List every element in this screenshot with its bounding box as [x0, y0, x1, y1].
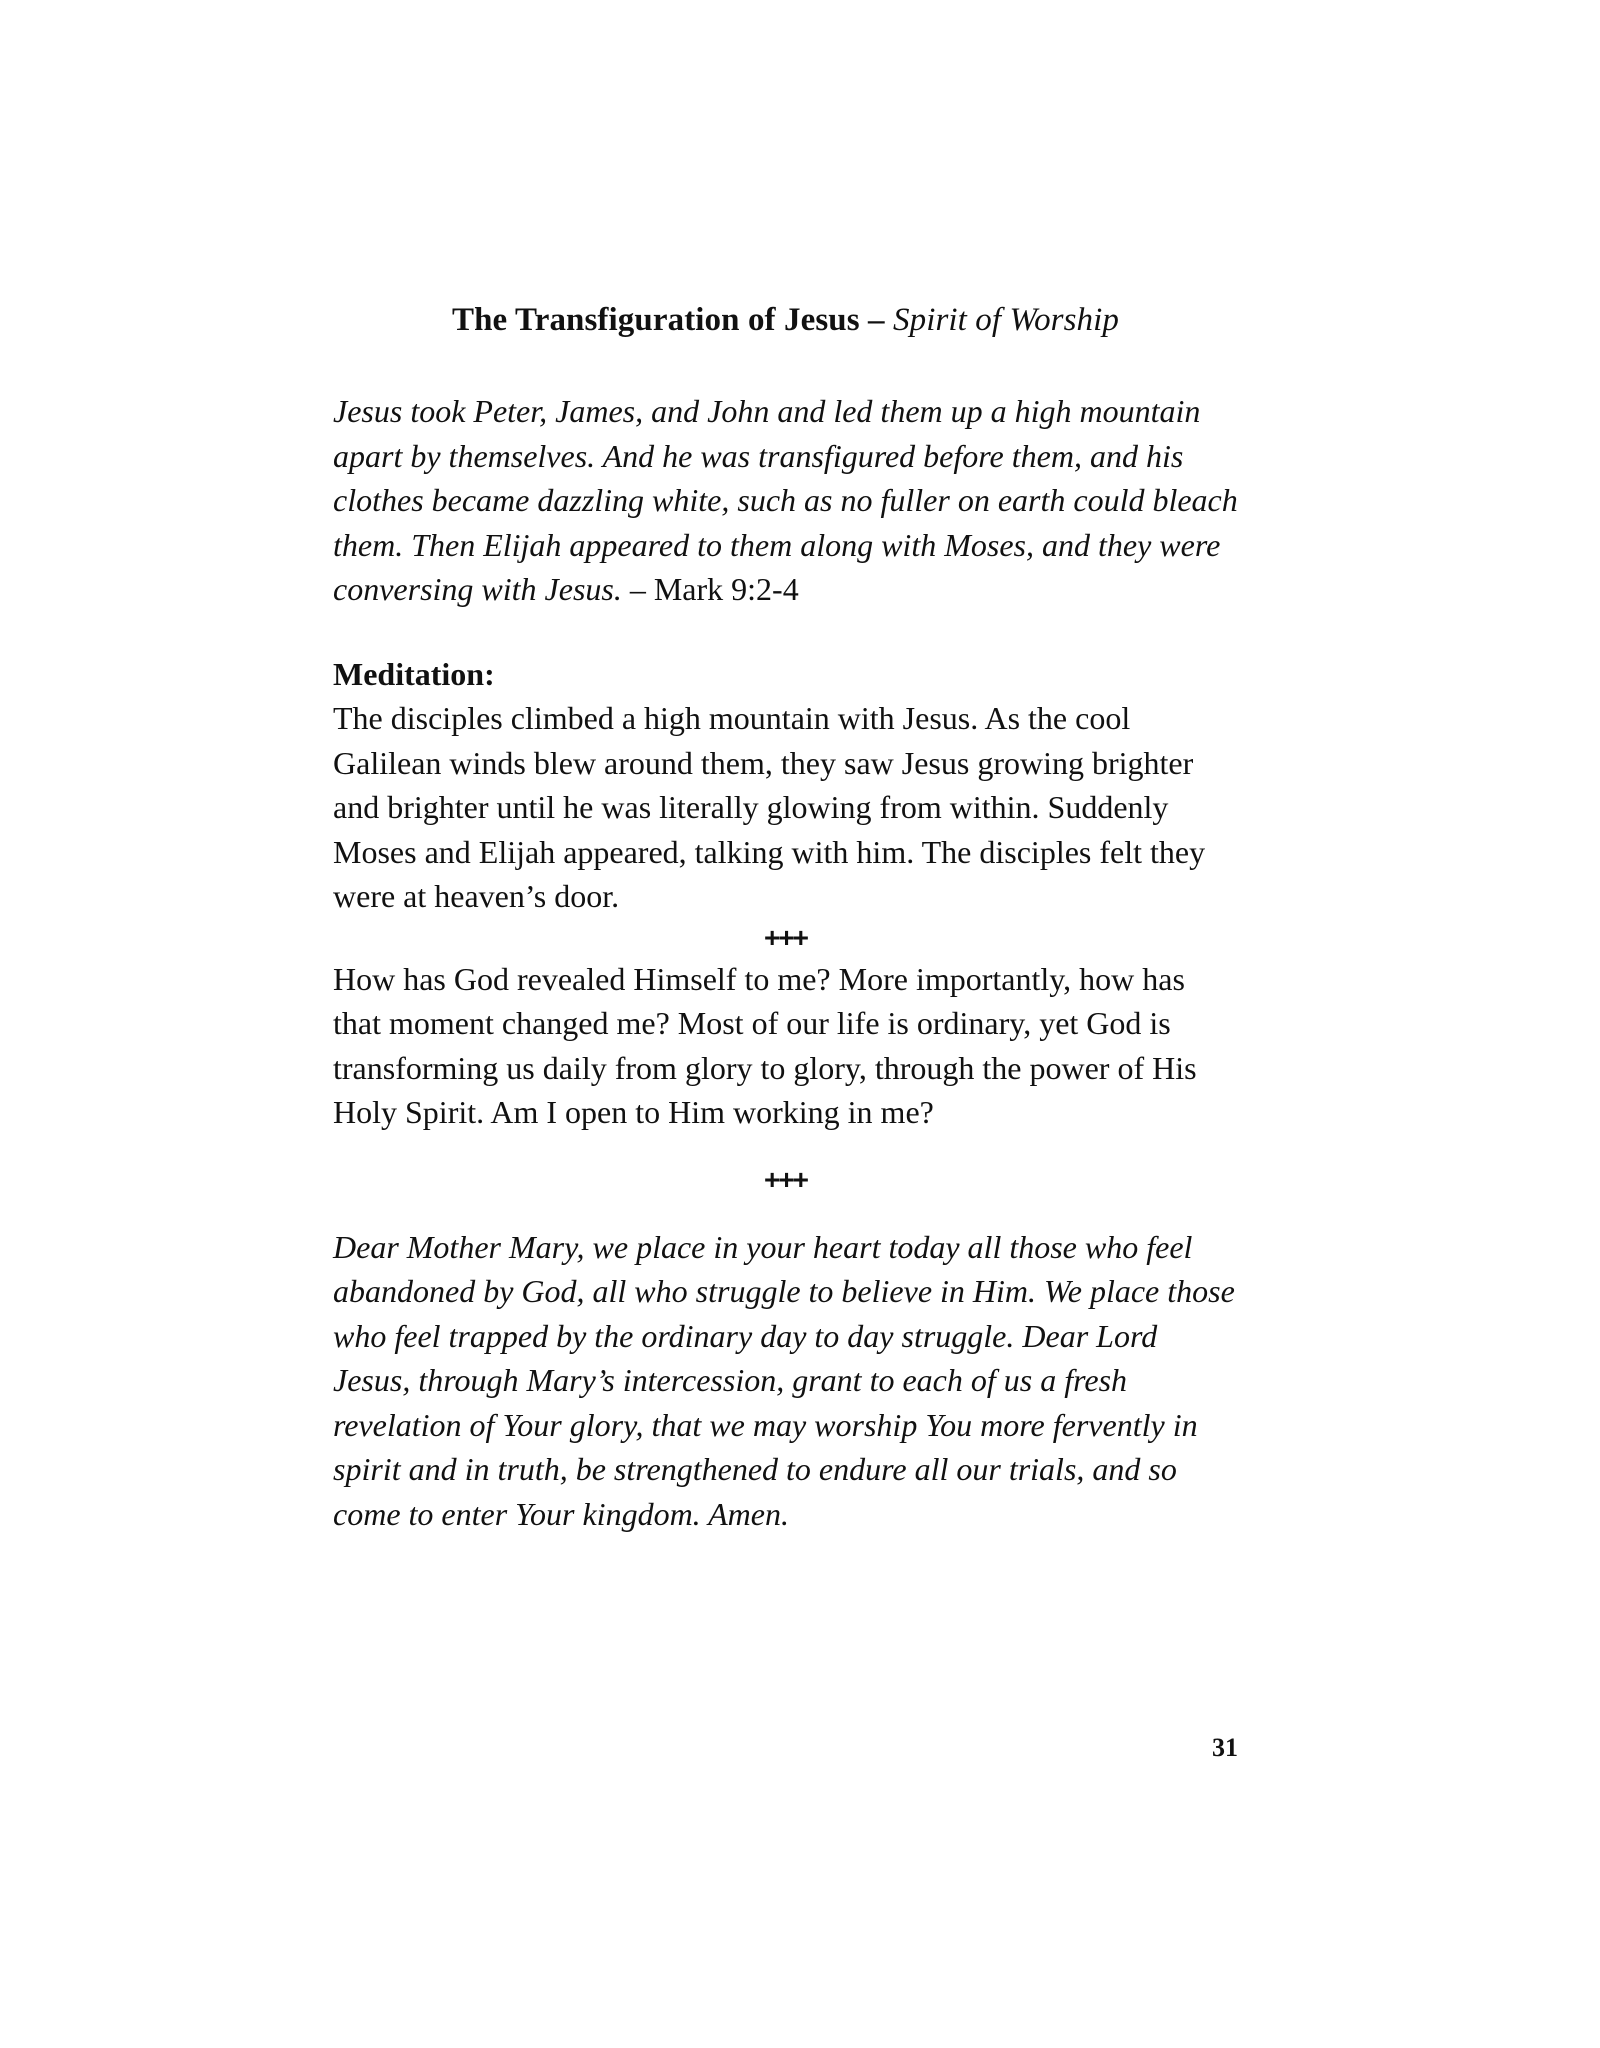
scripture-quote: [333, 389, 1238, 612]
section-separator-2: +++: [763, 1163, 808, 1195]
meditation-paragraph-2: How has God revealed Himself to me? More importantly, how has that moment changed me? Most of our life is ordinary, yet God is transforming us daily from glory to glory, through the power of His Holy Spirit. Am I open to Him working in me?: [333, 960, 1197, 1131]
scripture-text: Jesus took Peter, James, and John and led them up a high mountain apart by themselves. And he was transfigured before them, and his clothes became dazzling white, such as no fuller on earth could bleach them. Then Elijah appeared to them along with Moses, and they were conversing with Jesus.: [333, 393, 1238, 608]
meditation-paragraph-1: The disciples climbed a high mountain with Jesus. As the cool Galilean winds blew around them, they saw Jesus growing brighter and brighter until he was literally glowing from within. Suddenly Moses and Elijah appeared, talking with him. The disciples felt they were at heaven’s door.: [333, 700, 1206, 915]
scripture-citation: – Mark 9:2-4: [621, 571, 799, 608]
page-title-main: The Transfiguration of Jesus: [451, 302, 860, 338]
prayer-paragraph: Dear Mother Mary, we place in your heart today all those who feel abandoned by God, all who struggle to believe in Him. We place those who feel trapped by the ordinary day to day struggle. Dear Lord Jesus, through Mary’s intercession, grant to each of us a fresh revelation of Your glory, that we may worship You more fervently in spirit and in truth, be strengthened to endure all our trials, and so come to enter Your kingdom. Amen.: [333, 1228, 1235, 1532]
page-number: 31: [1212, 1733, 1238, 1762]
page-title: [333, 300, 1238, 341]
page-title-subtitle: Spirit of Worship: [893, 302, 1120, 338]
section-separator-1: +++: [763, 921, 808, 953]
page-title-dash: –: [859, 302, 893, 338]
meditation-heading: Meditation:: [333, 655, 495, 692]
page-content: [333, 300, 1238, 1536]
